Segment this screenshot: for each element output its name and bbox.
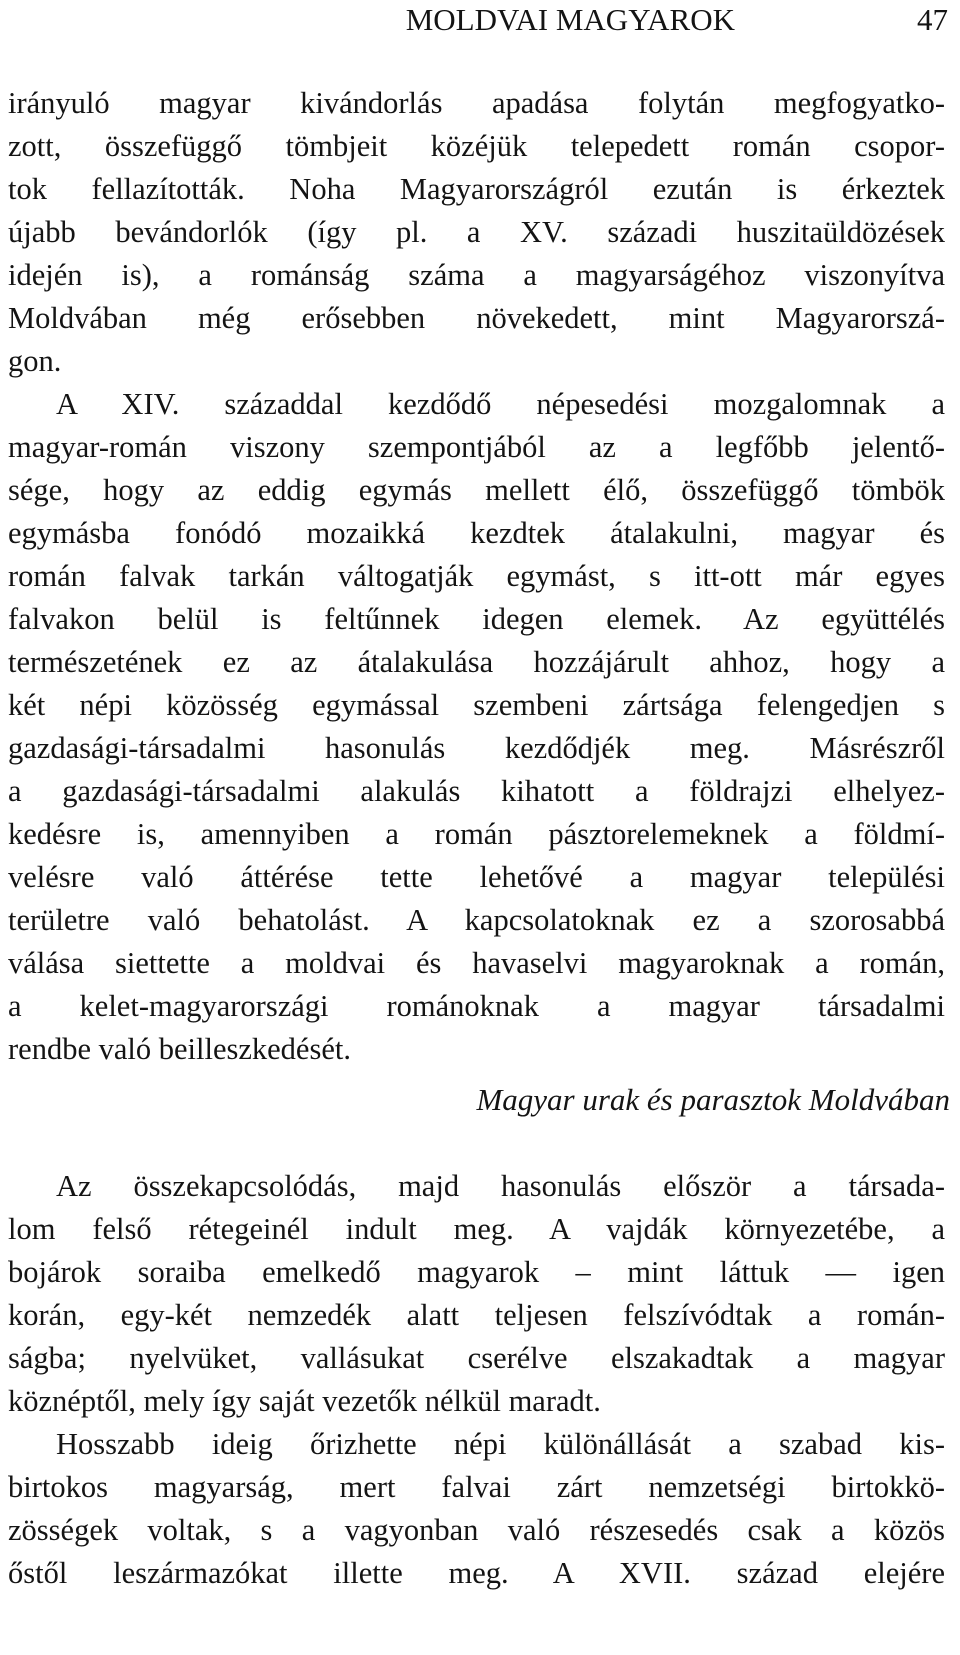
text-line: idején is), a románság száma a magyarságéhoz viszonyítva (8, 258, 945, 292)
text-line: tok fellazították. Noha Magyarországról ezután is érkeztek (8, 172, 945, 206)
text-line: zott, összefüggő tömbjeit közéjük telepedett román csopor- (8, 129, 945, 163)
text-line: őstől leszármazókat illette meg. A XVII. század elejére (8, 1556, 945, 1590)
text-line: kedésre is, amennyiben a román pásztorelemeknek a földmí- (8, 817, 945, 851)
text-line: két népi közösség egymással szembeni zártsága felengedjen s (8, 688, 945, 722)
text-line: A XIV. századdal kezdődő népesedési mozgalomnak a (56, 387, 945, 421)
paragraph-2 (8, 383, 945, 1071)
text-line: rendbe való beilleszkedését. (8, 1032, 351, 1066)
page-number: 47 (917, 2, 948, 37)
text-line: ságba; nyelvüket, vallásukat cserélve elszakadtak a magyar (8, 1341, 945, 1375)
text-line: gazdasági-társadalmi hasonulás kezdődjék meg. Másrészről (8, 731, 945, 765)
text-line: falvakon belül is feltűnnek idegen elemek. Az együttélés (8, 602, 945, 636)
text-line: román falvak tarkán váltogatják egymást, s itt-ott már egyes (8, 559, 945, 593)
text-line: lom felső rétegeinél indult meg. A vajdák környezetébe, a (8, 1212, 945, 1246)
text-line: köznéptől, mely így saját vezetők nélkül maradt. (8, 1384, 601, 1418)
text-line: területre való behatolást. A kapcsolatoknak ez a szorosabbá (8, 903, 945, 937)
text-line: a kelet-magyarországi románoknak a magyar társadalmi (8, 989, 945, 1023)
text-line: Az összekapcsolódás, majd hasonulás először a társada- (56, 1169, 945, 1203)
text-line: birtokos magyarság, mert falvai zárt nemzetségi birtokkö- (8, 1470, 945, 1504)
text-line: gon. (8, 344, 62, 378)
paragraph-4 (8, 1423, 945, 1595)
text-line: sége, hogy az eddig egymás mellett élő, összefüggő tömbök (8, 473, 945, 507)
text-line: irányuló magyar kivándorlás apadása folytán megfogyatko- (8, 86, 945, 120)
paragraph-3 (8, 1165, 945, 1423)
text-line: természetének ez az átalakulása hozzájárult ahhoz, hogy a (8, 645, 945, 679)
section-heading: Magyar urak és parasztok Moldvában (476, 1082, 950, 1117)
text-line: velésre való áttérése tette lehetővé a magyar települési (8, 860, 945, 894)
text-line: a gazdasági-társadalmi alakulás kihatott a földrajzi elhelyez- (8, 774, 945, 808)
text-line: Moldvában még erősebben növekedett, mint Magyarorszá- (8, 301, 945, 335)
text-line: zösségek voltak, s a vagyonban való részesedés csak a közös (8, 1513, 945, 1547)
text-line: korán, egy-két nemzedék alatt teljesen felszívódtak a román- (8, 1298, 945, 1332)
text-line: újabb bevándorlók (így pl. a XV. századi huszitaüldözések (8, 215, 945, 249)
running-header (0, 0, 960, 40)
text-line: egymásba fonódó mozaikká kezdtek átalakulni, magyar és (8, 516, 945, 550)
text-line: bojárok soraiba emelkedő magyarok – mint láttuk — igen (8, 1255, 945, 1289)
running-title: MOLDVAI MAGYAROK (405, 2, 735, 37)
text-line: magyar-román viszony szempontjából az a legfőbb jelentő- (8, 430, 945, 464)
paragraph-1 (8, 82, 945, 383)
text-line: Hosszabb ideig őrizhette népi különállását a szabad kis- (56, 1427, 945, 1461)
text-line: válása siettette a moldvai és havaselvi magyaroknak a román, (8, 946, 945, 980)
